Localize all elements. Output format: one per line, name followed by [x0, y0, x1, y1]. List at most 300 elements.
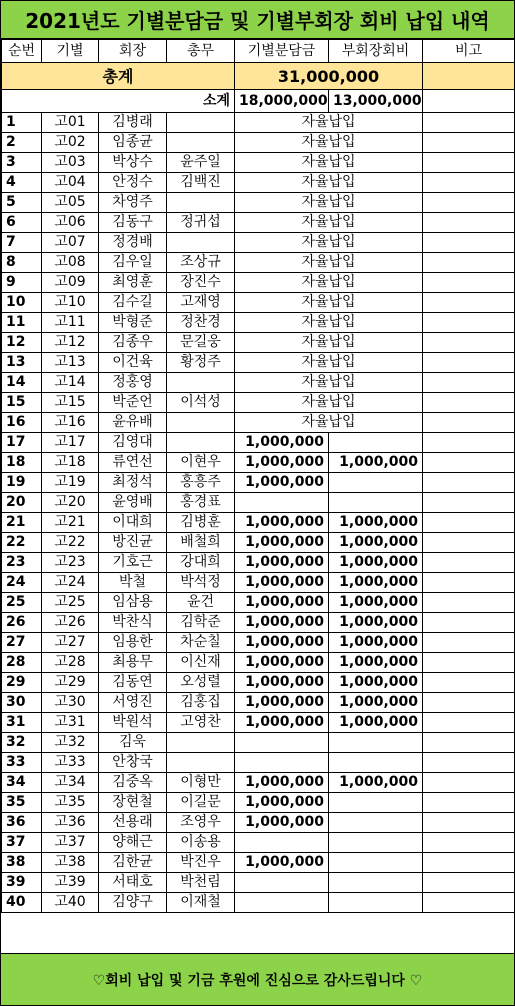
row-secretary: 이신재 — [167, 653, 235, 673]
row-president: 박준언 — [99, 393, 167, 413]
table-row — [2, 753, 515, 773]
row-vp-fee — [329, 733, 423, 753]
row-note — [423, 733, 515, 753]
row-note — [423, 853, 515, 873]
row-secretary: 이석성 — [167, 393, 235, 413]
subtotal-vp: 13,000,000 — [329, 90, 423, 113]
row-president: 김영대 — [99, 433, 167, 453]
row-note — [423, 713, 515, 733]
row-president: 류연선 — [99, 453, 167, 473]
header-no: 순번 — [2, 40, 42, 63]
row-dues — [235, 893, 329, 913]
row-secretary: 고영찬 — [167, 713, 235, 733]
row-dues: 1,000,000 — [235, 673, 329, 693]
row-number: 24 — [2, 573, 42, 593]
row-president: 최용무 — [99, 653, 167, 673]
row-number: 22 — [2, 533, 42, 553]
header-dues: 기별분담금 — [235, 40, 329, 63]
row-number: 23 — [2, 553, 42, 573]
row-number: 19 — [2, 473, 42, 493]
table-row — [2, 333, 515, 353]
row-generation: 고32 — [42, 733, 99, 753]
row-secretary: 강대희 — [167, 553, 235, 573]
header-generation: 기별 — [42, 40, 99, 63]
row-vp-fee — [329, 493, 423, 513]
row-dues: 1,000,000 — [235, 473, 329, 493]
row-note — [423, 233, 515, 253]
row-vp-fee: 1,000,000 — [329, 673, 423, 693]
table-row — [2, 633, 515, 653]
row-dues — [235, 833, 329, 853]
row-vp-fee — [329, 893, 423, 913]
row-number: 36 — [2, 813, 42, 833]
row-dues: 1,000,000 — [235, 773, 329, 793]
row-president: 안정수 — [99, 173, 167, 193]
row-dues: 1,000,000 — [235, 853, 329, 873]
row-number: 14 — [2, 373, 42, 393]
row-voluntary-payment: 자율납입 — [235, 313, 423, 333]
row-president: 서영진 — [99, 693, 167, 713]
row-voluntary-payment: 자율납입 — [235, 253, 423, 273]
row-secretary: 정찬경 — [167, 313, 235, 333]
row-dues — [235, 493, 329, 513]
row-number: 13 — [2, 353, 42, 373]
table-row — [2, 613, 515, 633]
row-president: 임삼용 — [99, 593, 167, 613]
row-president: 김욱 — [99, 733, 167, 753]
row-secretary: 김백진 — [167, 173, 235, 193]
row-note — [423, 333, 515, 353]
row-vp-fee: 1,000,000 — [329, 653, 423, 673]
row-note — [423, 573, 515, 593]
row-secretary: 장진수 — [167, 273, 235, 293]
row-note — [423, 593, 515, 613]
table-row — [2, 533, 515, 553]
row-number: 5 — [2, 193, 42, 213]
row-voluntary-payment: 자율납입 — [235, 193, 423, 213]
row-president: 정홍영 — [99, 373, 167, 393]
header-secretary: 총무 — [167, 40, 235, 63]
row-voluntary-payment: 자율납입 — [235, 113, 423, 133]
row-president: 이건육 — [99, 353, 167, 373]
row-generation: 고12 — [42, 333, 99, 353]
row-vp-fee — [329, 793, 423, 813]
row-note — [423, 673, 515, 693]
table-row — [2, 873, 515, 893]
row-number: 7 — [2, 233, 42, 253]
row-number: 37 — [2, 833, 42, 853]
row-generation: 고28 — [42, 653, 99, 673]
row-generation: 고21 — [42, 513, 99, 533]
row-dues: 1,000,000 — [235, 793, 329, 813]
row-president: 안창국 — [99, 753, 167, 773]
row-generation: 고19 — [42, 473, 99, 493]
row-voluntary-payment: 자율납입 — [235, 333, 423, 353]
row-note — [423, 133, 515, 153]
row-secretary: 김학준 — [167, 613, 235, 633]
row-secretary — [167, 233, 235, 253]
row-president: 김우일 — [99, 253, 167, 273]
row-vp-fee: 1,000,000 — [329, 613, 423, 633]
row-generation: 고27 — [42, 633, 99, 653]
table-row — [2, 553, 515, 573]
row-secretary — [167, 753, 235, 773]
row-secretary: 이재철 — [167, 893, 235, 913]
row-vp-fee — [329, 833, 423, 853]
row-vp-fee: 1,000,000 — [329, 573, 423, 593]
row-secretary: 이형만 — [167, 773, 235, 793]
table-row — [2, 433, 515, 453]
row-president: 박원석 — [99, 713, 167, 733]
row-number: 20 — [2, 493, 42, 513]
row-secretary: 황정주 — [167, 353, 235, 373]
row-president: 박찬식 — [99, 613, 167, 633]
row-generation: 고31 — [42, 713, 99, 733]
table-row — [2, 813, 515, 833]
row-secretary: 조상규 — [167, 253, 235, 273]
table-row — [2, 193, 515, 213]
table-row — [2, 173, 515, 193]
header-president: 회장 — [99, 40, 167, 63]
row-dues: 1,000,000 — [235, 573, 329, 593]
table-row — [2, 853, 515, 873]
row-generation: 고26 — [42, 613, 99, 633]
row-note — [423, 653, 515, 673]
row-generation: 고39 — [42, 873, 99, 893]
row-generation: 고11 — [42, 313, 99, 333]
row-president: 선용래 — [99, 813, 167, 833]
row-president: 최정석 — [99, 473, 167, 493]
row-generation: 고25 — [42, 593, 99, 613]
row-vp-fee: 1,000,000 — [329, 513, 423, 533]
table-row — [2, 213, 515, 233]
row-vp-fee: 1,000,000 — [329, 633, 423, 653]
header-row — [2, 40, 515, 63]
row-president: 장현철 — [99, 793, 167, 813]
row-voluntary-payment: 자율납입 — [235, 273, 423, 293]
table-row — [2, 833, 515, 853]
row-generation: 고20 — [42, 493, 99, 513]
row-vp-fee: 1,000,000 — [329, 773, 423, 793]
row-president: 박형준 — [99, 313, 167, 333]
row-note — [423, 873, 515, 893]
dues-table — [1, 39, 515, 913]
row-voluntary-payment: 자율납입 — [235, 293, 423, 313]
row-vp-fee — [329, 873, 423, 893]
row-number: 21 — [2, 513, 42, 533]
row-secretary — [167, 133, 235, 153]
row-vp-fee — [329, 853, 423, 873]
row-secretary — [167, 193, 235, 213]
row-note — [423, 193, 515, 213]
row-number: 1 — [2, 113, 42, 133]
row-note — [423, 313, 515, 333]
table-row — [2, 593, 515, 613]
table-row — [2, 693, 515, 713]
row-secretary: 윤주일 — [167, 153, 235, 173]
row-president: 양해근 — [99, 833, 167, 853]
table-row — [2, 473, 515, 493]
row-president: 김중옥 — [99, 773, 167, 793]
subtotal-label: 소계 — [2, 90, 235, 113]
sheet-title: 2021년도 기별분담금 및 기별부회장 회비 납입 내역 — [1, 1, 514, 39]
table-row — [2, 113, 515, 133]
row-voluntary-payment: 자율납입 — [235, 373, 423, 393]
row-secretary: 배철희 — [167, 533, 235, 553]
row-secretary: 정귀섭 — [167, 213, 235, 233]
table-row — [2, 153, 515, 173]
row-secretary: 차순칠 — [167, 633, 235, 653]
row-generation: 고23 — [42, 553, 99, 573]
row-generation: 고17 — [42, 433, 99, 453]
row-note — [423, 533, 515, 553]
row-secretary: 박석정 — [167, 573, 235, 593]
row-generation: 고05 — [42, 193, 99, 213]
table-row — [2, 573, 515, 593]
row-president: 박철 — [99, 573, 167, 593]
header-vp-fee: 부회장회비 — [329, 40, 423, 63]
row-number: 2 — [2, 133, 42, 153]
row-president: 김동연 — [99, 673, 167, 693]
row-generation: 고34 — [42, 773, 99, 793]
row-president: 김한균 — [99, 853, 167, 873]
row-generation: 고36 — [42, 813, 99, 833]
table-row — [2, 273, 515, 293]
subtotal-row — [2, 90, 515, 113]
row-president: 임종균 — [99, 133, 167, 153]
row-note — [423, 793, 515, 813]
row-vp-fee: 1,000,000 — [329, 693, 423, 713]
table-row — [2, 353, 515, 373]
row-dues — [235, 733, 329, 753]
row-generation: 고13 — [42, 353, 99, 373]
subtotal-note — [423, 90, 515, 113]
row-dues: 1,000,000 — [235, 433, 329, 453]
row-note — [423, 753, 515, 773]
row-number: 18 — [2, 453, 42, 473]
thanks-footer: ♡회비 납입 및 기금 후원에 진심으로 감사드립니다 ♡ — [1, 953, 514, 1005]
row-generation: 고38 — [42, 853, 99, 873]
row-note — [423, 553, 515, 573]
row-dues: 1,000,000 — [235, 533, 329, 553]
row-generation: 고03 — [42, 153, 99, 173]
row-secretary: 김홍집 — [167, 693, 235, 713]
total-label: 총계 — [2, 63, 235, 90]
row-secretary: 이현우 — [167, 453, 235, 473]
row-vp-fee: 1,000,000 — [329, 533, 423, 553]
row-vp-fee — [329, 813, 423, 833]
row-note — [423, 473, 515, 493]
table-row — [2, 773, 515, 793]
row-number: 31 — [2, 713, 42, 733]
row-number: 38 — [2, 853, 42, 873]
row-number: 29 — [2, 673, 42, 693]
row-number: 39 — [2, 873, 42, 893]
row-number: 8 — [2, 253, 42, 273]
row-note — [423, 453, 515, 473]
row-president: 김동구 — [99, 213, 167, 233]
row-voluntary-payment: 자율납입 — [235, 213, 423, 233]
row-number: 35 — [2, 793, 42, 813]
row-secretary: 이송용 — [167, 833, 235, 853]
table-row — [2, 493, 515, 513]
row-president: 임용한 — [99, 633, 167, 653]
row-dues — [235, 753, 329, 773]
row-number: 10 — [2, 293, 42, 313]
row-generation: 고09 — [42, 273, 99, 293]
row-dues: 1,000,000 — [235, 713, 329, 733]
row-generation: 고35 — [42, 793, 99, 813]
row-note — [423, 253, 515, 273]
row-generation: 고18 — [42, 453, 99, 473]
table-row — [2, 513, 515, 533]
header-note: 비고 — [423, 40, 515, 63]
table-row — [2, 673, 515, 693]
row-secretary: 김병훈 — [167, 513, 235, 533]
row-number: 12 — [2, 333, 42, 353]
row-president: 이대희 — [99, 513, 167, 533]
table-row — [2, 373, 515, 393]
row-number: 4 — [2, 173, 42, 193]
row-note — [423, 213, 515, 233]
row-note — [423, 293, 515, 313]
row-president: 김양구 — [99, 893, 167, 913]
row-generation: 고06 — [42, 213, 99, 233]
row-number: 15 — [2, 393, 42, 413]
row-dues: 1,000,000 — [235, 593, 329, 613]
row-secretary: 조영우 — [167, 813, 235, 833]
row-number: 17 — [2, 433, 42, 453]
table-row — [2, 453, 515, 473]
row-dues: 1,000,000 — [235, 453, 329, 473]
row-secretary — [167, 373, 235, 393]
row-generation: 고14 — [42, 373, 99, 393]
row-generation: 고08 — [42, 253, 99, 273]
row-generation: 고37 — [42, 833, 99, 853]
row-secretary: 이길문 — [167, 793, 235, 813]
row-note — [423, 113, 515, 133]
row-president: 윤유배 — [99, 413, 167, 433]
row-secretary: 문길웅 — [167, 333, 235, 353]
row-note — [423, 833, 515, 853]
row-number: 26 — [2, 613, 42, 633]
row-note — [423, 693, 515, 713]
row-secretary: 박천림 — [167, 873, 235, 893]
row-note — [423, 433, 515, 453]
row-dues: 1,000,000 — [235, 553, 329, 573]
row-number: 28 — [2, 653, 42, 673]
table-row — [2, 413, 515, 433]
row-vp-fee — [329, 473, 423, 493]
row-note — [423, 633, 515, 653]
table-row — [2, 133, 515, 153]
row-secretary — [167, 413, 235, 433]
row-number: 6 — [2, 213, 42, 233]
row-generation: 고29 — [42, 673, 99, 693]
row-dues: 1,000,000 — [235, 813, 329, 833]
row-generation: 고22 — [42, 533, 99, 553]
row-vp-fee — [329, 753, 423, 773]
row-secretary: 윤건 — [167, 593, 235, 613]
row-number: 32 — [2, 733, 42, 753]
table-row — [2, 653, 515, 673]
total-row — [2, 63, 515, 90]
row-note — [423, 813, 515, 833]
row-note — [423, 373, 515, 393]
row-generation: 고10 — [42, 293, 99, 313]
row-generation: 고02 — [42, 133, 99, 153]
row-dues: 1,000,000 — [235, 633, 329, 653]
row-generation: 고01 — [42, 113, 99, 133]
row-dues: 1,000,000 — [235, 613, 329, 633]
row-secretary: 박진우 — [167, 853, 235, 873]
row-vp-fee: 1,000,000 — [329, 593, 423, 613]
row-president: 박상수 — [99, 153, 167, 173]
total-amount: 31,000,000 — [235, 63, 423, 90]
row-number: 40 — [2, 893, 42, 913]
row-secretary: 오성렬 — [167, 673, 235, 693]
row-note — [423, 153, 515, 173]
row-generation: 고40 — [42, 893, 99, 913]
row-president: 김종우 — [99, 333, 167, 353]
row-number: 30 — [2, 693, 42, 713]
table-row — [2, 793, 515, 813]
row-generation: 고33 — [42, 753, 99, 773]
row-note — [423, 273, 515, 293]
row-vp-fee: 1,000,000 — [329, 553, 423, 573]
row-number: 33 — [2, 753, 42, 773]
row-president: 정경배 — [99, 233, 167, 253]
row-secretary: 홍경표 — [167, 493, 235, 513]
row-president: 차영주 — [99, 193, 167, 213]
row-note — [423, 173, 515, 193]
table-row — [2, 713, 515, 733]
row-voluntary-payment: 자율납입 — [235, 133, 423, 153]
row-dues: 1,000,000 — [235, 653, 329, 673]
row-note — [423, 413, 515, 433]
row-note — [423, 513, 515, 533]
row-voluntary-payment: 자율납입 — [235, 233, 423, 253]
row-secretary — [167, 733, 235, 753]
row-generation: 고16 — [42, 413, 99, 433]
row-voluntary-payment: 자율납입 — [235, 393, 423, 413]
row-number: 3 — [2, 153, 42, 173]
row-number: 25 — [2, 593, 42, 613]
row-vp-fee: 1,000,000 — [329, 713, 423, 733]
row-note — [423, 893, 515, 913]
row-dues: 1,000,000 — [235, 693, 329, 713]
row-number: 27 — [2, 633, 42, 653]
row-note — [423, 393, 515, 413]
row-dues: 1,000,000 — [235, 513, 329, 533]
row-note — [423, 493, 515, 513]
row-vp-fee — [329, 433, 423, 453]
row-number: 16 — [2, 413, 42, 433]
row-president: 기호근 — [99, 553, 167, 573]
row-voluntary-payment: 자율납입 — [235, 153, 423, 173]
row-number: 11 — [2, 313, 42, 333]
row-generation: 고24 — [42, 573, 99, 593]
row-president: 윤영배 — [99, 493, 167, 513]
row-president: 김수길 — [99, 293, 167, 313]
row-generation: 고30 — [42, 693, 99, 713]
table-row — [2, 253, 515, 273]
row-voluntary-payment: 자율납입 — [235, 173, 423, 193]
subtotal-dues: 18,000,000 — [235, 90, 329, 113]
row-number: 34 — [2, 773, 42, 793]
table-row — [2, 393, 515, 413]
row-president: 김병래 — [99, 113, 167, 133]
